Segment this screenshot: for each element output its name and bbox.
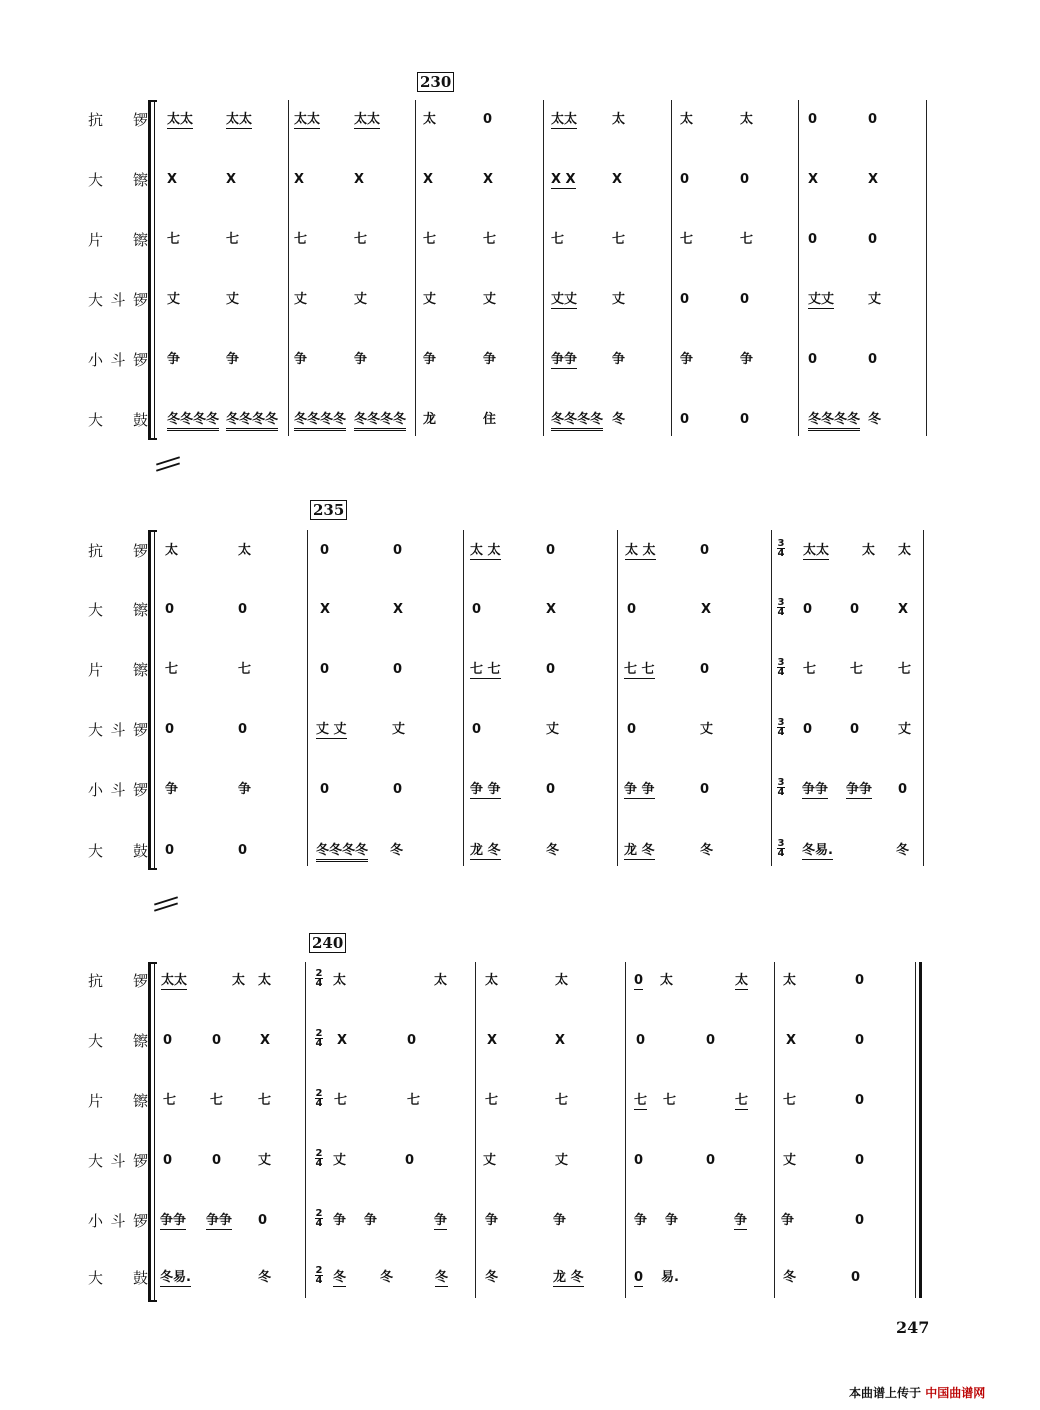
- note-token: 0: [320, 782, 330, 797]
- note-token: 七: [407, 1093, 421, 1108]
- note-token: 冬冬冬冬: [316, 843, 368, 862]
- note-token: 龙 冬: [470, 843, 501, 858]
- note-token: 丈: [898, 722, 912, 737]
- note-token: 七: [483, 232, 497, 247]
- system-separator: [146, 896, 186, 912]
- note-token: 0: [700, 782, 710, 797]
- note-token: 七: [167, 232, 181, 247]
- note-token: X: [320, 602, 331, 617]
- note-token: X: [423, 172, 434, 187]
- note-token: 七: [258, 1093, 272, 1108]
- note-token: X: [337, 1033, 348, 1048]
- note-token: X: [786, 1033, 797, 1048]
- note-token: 易.: [661, 1270, 679, 1285]
- note-token: 太: [165, 543, 179, 558]
- note-token: 七: [551, 232, 565, 247]
- note-token: 0: [855, 1093, 865, 1108]
- note-token: X: [701, 602, 712, 617]
- note-token: 0: [850, 602, 860, 617]
- note-token: 太太: [167, 112, 194, 127]
- note-token: X: [546, 602, 557, 617]
- note-token: 争: [238, 782, 252, 797]
- note-token: 丈: [555, 1153, 569, 1168]
- note-token: 冬: [868, 412, 882, 427]
- instrument-label: 片 镲: [88, 231, 148, 249]
- note-token: 争争: [802, 782, 829, 797]
- instrument-label: 抗 锣: [88, 111, 148, 129]
- note-token: 冬: [612, 412, 626, 427]
- note-token: 太太: [803, 543, 830, 558]
- note-token: 争: [665, 1213, 679, 1228]
- note-token: 龙: [423, 412, 437, 427]
- note-token: 争: [364, 1213, 378, 1228]
- note-token: 冬: [390, 843, 404, 858]
- note-token: 丈: [483, 1153, 497, 1168]
- note-token: 争: [354, 352, 368, 367]
- note-token: 龙 冬: [624, 843, 655, 858]
- note-token: 丈丈: [551, 292, 578, 307]
- note-token: 0: [320, 543, 330, 558]
- note-token: 丈: [612, 292, 626, 307]
- instrument-label: 大斗锣: [88, 1152, 148, 1170]
- instrument-label: 小斗锣: [88, 781, 148, 799]
- note-token: 0: [803, 602, 813, 617]
- note-token: 七: [783, 1093, 797, 1108]
- note-token: 太太: [354, 112, 381, 127]
- note-token: 丈: [546, 722, 560, 737]
- note-token: 丈丈: [808, 292, 835, 307]
- barline-final-thick: [919, 962, 922, 1298]
- note-token: 争 争: [624, 782, 655, 797]
- note-token: X: [354, 172, 365, 187]
- note-token: 七: [680, 232, 694, 247]
- note-token: 0: [634, 1270, 644, 1285]
- note-token: 七: [485, 1093, 499, 1108]
- note-token: 争: [553, 1213, 567, 1228]
- note-token: 冬冬冬冬: [551, 412, 603, 431]
- note-token: 0: [393, 782, 403, 797]
- note-token: 争: [781, 1213, 795, 1228]
- note-token: 争: [483, 352, 497, 367]
- note-token: 七: [555, 1093, 569, 1108]
- note-token: 丈: [483, 292, 497, 307]
- instrument-label: 大 镲: [88, 601, 148, 619]
- barline: [617, 530, 618, 866]
- note-token: X: [555, 1033, 566, 1048]
- rehearsal-mark-235: 235: [310, 500, 347, 520]
- note-token: 太太: [294, 112, 321, 127]
- note-token: 0: [163, 1033, 173, 1048]
- note-token: 太: [555, 973, 569, 988]
- note-token: 七: [423, 232, 437, 247]
- note-token: X: [868, 172, 879, 187]
- note-token: 七 七: [624, 662, 655, 677]
- note-token: 七: [803, 662, 817, 677]
- note-token: 丈: [167, 292, 181, 307]
- note-token: 丈: [354, 292, 368, 307]
- system-separator: [148, 456, 188, 472]
- note-token: 争争: [551, 352, 578, 367]
- barline: [307, 530, 308, 866]
- note-token: 七: [163, 1093, 177, 1108]
- note-token: 争: [485, 1213, 499, 1228]
- note-token: 争争: [206, 1213, 233, 1228]
- note-token: 0: [165, 602, 175, 617]
- note-token: 太: [434, 973, 448, 988]
- note-token: 冬: [435, 1270, 449, 1285]
- rehearsal-mark-240: 240: [309, 933, 346, 953]
- rehearsal-mark-230: 230: [417, 72, 454, 92]
- note-token: 0: [868, 232, 878, 247]
- footer-prefix: 本曲谱上传于: [849, 1386, 922, 1400]
- note-token: 冬: [258, 1270, 272, 1285]
- note-token: 0: [407, 1033, 417, 1048]
- note-token: 丈: [258, 1153, 272, 1168]
- note-token: 0: [808, 232, 818, 247]
- note-token: 丈: [783, 1153, 797, 1168]
- barline: [671, 100, 672, 436]
- barline: [475, 962, 476, 1298]
- time-signature: 2 4: [315, 1088, 323, 1109]
- note-token: 冬冬冬冬: [226, 412, 278, 431]
- note-token: 0: [320, 662, 330, 677]
- barline: [771, 530, 772, 866]
- note-token: 争: [423, 352, 437, 367]
- note-token: 丈: [226, 292, 240, 307]
- note-token: X: [808, 172, 819, 187]
- note-token: 太: [740, 112, 754, 127]
- note-token: 冬冬冬冬: [167, 412, 219, 431]
- barline: [463, 530, 464, 866]
- note-token: 冬: [700, 843, 714, 858]
- note-token: 0: [634, 1153, 644, 1168]
- note-token: X: [167, 172, 178, 187]
- note-token: 争: [434, 1213, 448, 1228]
- note-token: 0: [636, 1033, 646, 1048]
- barline: [926, 100, 927, 436]
- note-token: 0: [212, 1033, 222, 1048]
- note-token: X: [483, 172, 494, 187]
- note-token: 0: [868, 352, 878, 367]
- note-token: 0: [740, 412, 750, 427]
- note-token: 住: [483, 412, 497, 427]
- note-token: X: [294, 172, 305, 187]
- note-token: 争争: [160, 1213, 187, 1228]
- note-token: 丈: [294, 292, 308, 307]
- time-signature: 3 4: [777, 838, 785, 859]
- note-token: 0: [680, 292, 690, 307]
- note-token: 0: [163, 1153, 173, 1168]
- note-token: 0: [165, 722, 175, 737]
- note-token: 丈 丈: [316, 722, 347, 737]
- barline: [774, 962, 775, 1298]
- instrument-label: 大 镲: [88, 1032, 148, 1050]
- note-token: 太: [258, 973, 272, 988]
- note-token: 冬: [380, 1270, 394, 1285]
- time-signature: 3 4: [777, 538, 785, 559]
- note-token: 丈: [423, 292, 437, 307]
- barline: [415, 100, 416, 436]
- note-token: 冬冬冬冬: [354, 412, 406, 431]
- note-token: 七: [238, 662, 252, 677]
- note-token: 争争: [846, 782, 873, 797]
- note-token: X: [898, 602, 909, 617]
- time-signature: 3 4: [777, 717, 785, 738]
- note-token: 争: [734, 1213, 748, 1228]
- page-number: 247: [896, 1318, 930, 1337]
- note-token: 0: [868, 112, 878, 127]
- note-token: X: [226, 172, 237, 187]
- note-token: 丈: [333, 1153, 347, 1168]
- note-token: 0: [165, 843, 175, 858]
- note-token: 0: [238, 722, 248, 737]
- note-token: 0: [700, 662, 710, 677]
- note-token: 冬: [333, 1270, 347, 1285]
- note-token: 太: [333, 973, 347, 988]
- note-token: X X: [551, 172, 576, 187]
- instrument-label: 小斗锣: [88, 1212, 148, 1230]
- note-token: 0: [546, 543, 556, 558]
- note-token: 争 争: [470, 782, 501, 797]
- note-token: 太太: [551, 112, 578, 127]
- note-token: 0: [405, 1153, 415, 1168]
- note-token: 0: [898, 782, 908, 797]
- note-token: 0: [851, 1270, 861, 1285]
- note-token: 七: [634, 1093, 648, 1108]
- instrument-label: 大 鼓: [88, 1269, 148, 1287]
- barline-final-thin: [915, 962, 916, 1298]
- note-token: 争: [612, 352, 626, 367]
- instrument-label: 片 镲: [88, 661, 148, 679]
- note-token: 0: [472, 602, 482, 617]
- instrument-label: 小斗锣: [88, 351, 148, 369]
- system-bracket: [148, 962, 157, 1302]
- note-token: 0: [803, 722, 813, 737]
- instrument-label: 抗 锣: [88, 542, 148, 560]
- note-token: 0: [627, 602, 637, 617]
- note-token: 0: [680, 172, 690, 187]
- note-token: 丈: [700, 722, 714, 737]
- note-token: X: [612, 172, 623, 187]
- note-token: 七: [663, 1093, 677, 1108]
- time-signature: 3 4: [777, 597, 785, 618]
- instrument-label: 大斗锣: [88, 721, 148, 739]
- note-token: 七: [210, 1093, 224, 1108]
- note-token: 丈: [868, 292, 882, 307]
- note-token: 七: [165, 662, 179, 677]
- note-token: 七: [735, 1093, 749, 1108]
- note-token: 七: [850, 662, 864, 677]
- barline: [543, 100, 544, 436]
- note-token: 争: [333, 1213, 347, 1228]
- note-token: 太: [680, 112, 694, 127]
- note-token: 0: [808, 352, 818, 367]
- barline: [798, 100, 799, 436]
- note-token: 太 太: [625, 543, 656, 558]
- instrument-label: 大 鼓: [88, 411, 148, 429]
- note-token: 太: [783, 973, 797, 988]
- note-token: 争: [165, 782, 179, 797]
- note-token: 0: [855, 1033, 865, 1048]
- instrument-label: 抗 锣: [88, 972, 148, 990]
- note-token: 七: [226, 232, 240, 247]
- note-token: 0: [546, 662, 556, 677]
- note-token: 0: [634, 973, 644, 988]
- note-token: 七 七: [470, 662, 501, 677]
- time-signature: 2 4: [315, 1265, 323, 1286]
- note-token: 0: [680, 412, 690, 427]
- note-token: 七: [334, 1093, 348, 1108]
- note-token: 冬: [546, 843, 560, 858]
- note-token: 0: [740, 172, 750, 187]
- note-token: 太: [660, 973, 674, 988]
- note-token: 0: [808, 112, 818, 127]
- note-token: 冬易.: [160, 1270, 191, 1285]
- note-token: 七: [898, 662, 912, 677]
- instrument-label: 大 鼓: [88, 842, 148, 860]
- note-token: 七: [294, 232, 308, 247]
- instrument-label: 大斗锣: [88, 291, 148, 309]
- note-token: 太: [898, 543, 912, 558]
- note-token: 0: [238, 843, 248, 858]
- note-token: 0: [212, 1153, 222, 1168]
- system-bracket: [148, 100, 157, 440]
- note-token: 太: [862, 543, 876, 558]
- note-token: 0: [238, 602, 248, 617]
- note-token: 太太: [226, 112, 253, 127]
- note-token: 丈: [392, 722, 406, 737]
- note-token: 0: [546, 782, 556, 797]
- note-token: 冬冬冬冬: [294, 412, 346, 431]
- time-signature: 3 4: [777, 777, 785, 798]
- note-token: 0: [740, 292, 750, 307]
- instrument-label: 片 镲: [88, 1092, 148, 1110]
- note-token: 争: [226, 352, 240, 367]
- note-token: 0: [855, 1153, 865, 1168]
- note-token: 太: [612, 112, 626, 127]
- barline: [288, 100, 289, 436]
- note-token: 0: [706, 1153, 716, 1168]
- time-signature: 2 4: [315, 968, 323, 989]
- note-token: 龙 冬: [553, 1270, 584, 1285]
- time-signature: 2 4: [315, 1208, 323, 1229]
- time-signature: 2 4: [315, 1028, 323, 1049]
- note-token: 冬: [896, 843, 910, 858]
- note-token: 0: [855, 1213, 865, 1228]
- note-token: X: [260, 1033, 271, 1048]
- note-token: 0: [258, 1213, 268, 1228]
- barline: [923, 530, 924, 866]
- instrument-label: 大 镲: [88, 171, 148, 189]
- note-token: 0: [850, 722, 860, 737]
- note-token: 冬易.: [802, 843, 833, 858]
- note-token: 太: [232, 973, 246, 988]
- note-token: 冬冬冬冬: [808, 412, 860, 431]
- barline: [625, 962, 626, 1298]
- footer: [849, 1384, 985, 1401]
- note-token: 太: [735, 973, 749, 988]
- note-token: 冬: [783, 1270, 797, 1285]
- note-token: 太: [423, 112, 437, 127]
- note-token: 争: [740, 352, 754, 367]
- note-token: 0: [483, 112, 493, 127]
- barline: [305, 962, 306, 1298]
- note-token: 七: [354, 232, 368, 247]
- time-signature: 3 4: [777, 657, 785, 678]
- note-token: X: [393, 602, 404, 617]
- note-token: 争: [167, 352, 181, 367]
- note-token: 0: [472, 722, 482, 737]
- note-token: 0: [706, 1033, 716, 1048]
- site-logo[interactable]: 中国曲谱网: [925, 1386, 986, 1400]
- note-token: 七: [612, 232, 626, 247]
- system-bracket: [148, 530, 157, 870]
- note-token: 0: [393, 543, 403, 558]
- note-token: 太: [238, 543, 252, 558]
- note-token: 太 太: [470, 543, 501, 558]
- time-signature: 2 4: [315, 1148, 323, 1169]
- note-token: 太: [485, 973, 499, 988]
- note-token: 0: [855, 973, 865, 988]
- note-token: 争: [634, 1213, 648, 1228]
- note-token: 冬: [485, 1270, 499, 1285]
- note-token: 七: [740, 232, 754, 247]
- note-token: 争: [680, 352, 694, 367]
- note-token: 争: [294, 352, 308, 367]
- note-token: 太太: [161, 973, 188, 988]
- note-token: 0: [627, 722, 637, 737]
- note-token: X: [487, 1033, 498, 1048]
- note-token: 0: [393, 662, 403, 677]
- note-token: 0: [700, 543, 710, 558]
